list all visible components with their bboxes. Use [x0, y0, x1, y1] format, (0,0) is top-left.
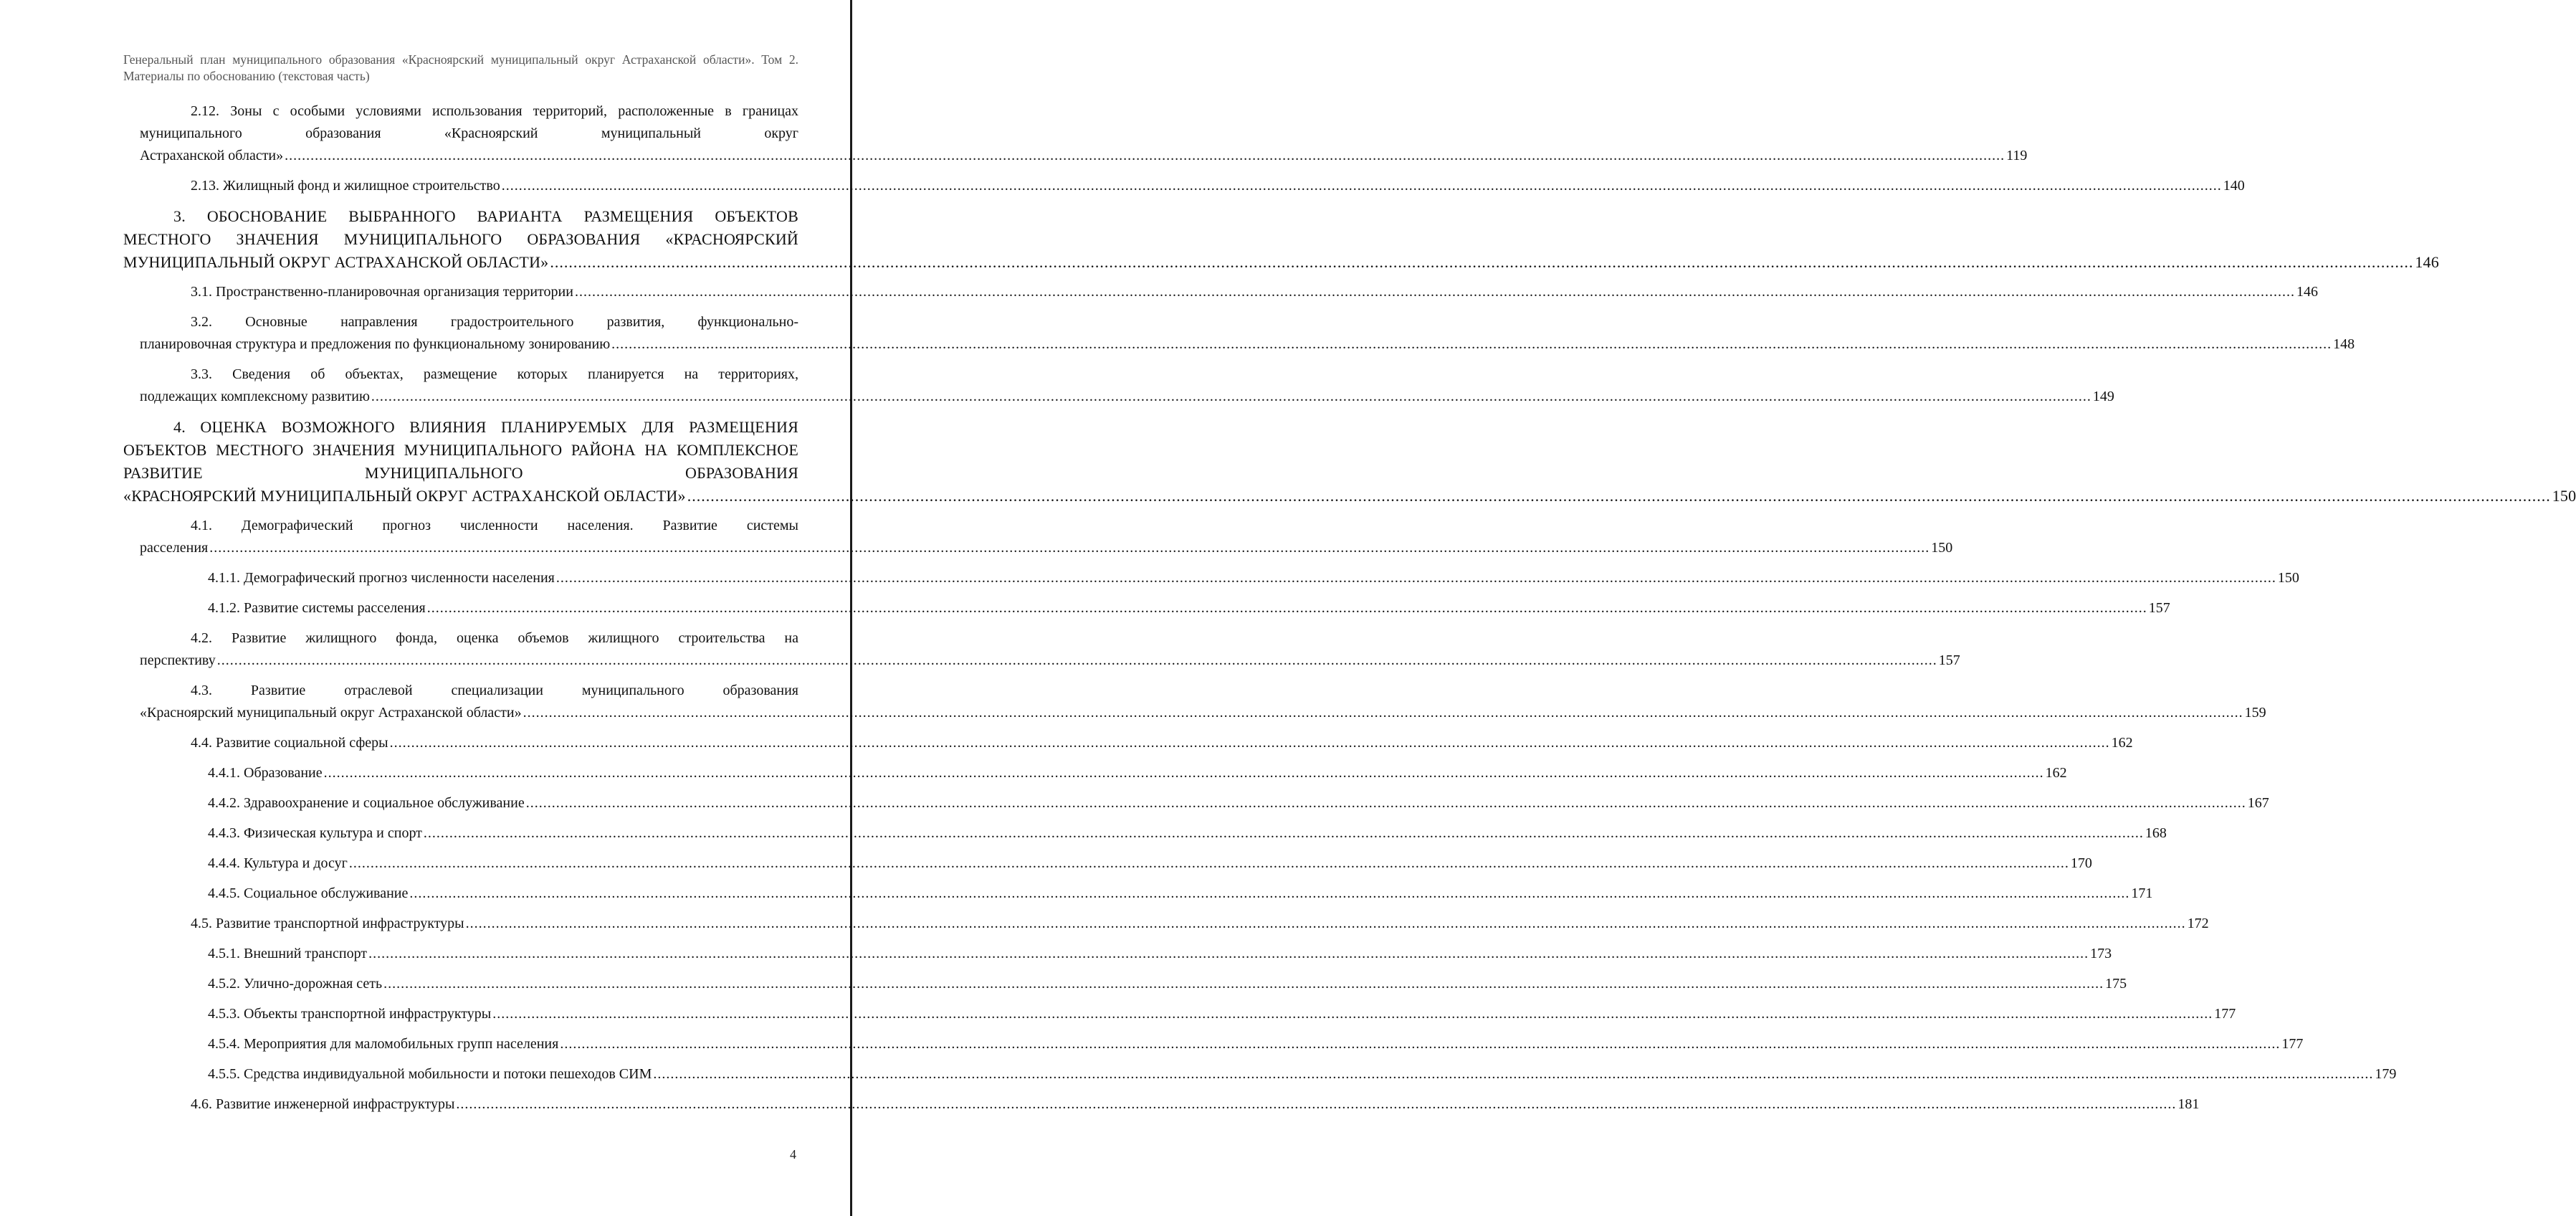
toc-entry[interactable]: [140, 822, 2167, 845]
toc-entry-page: 150: [2277, 570, 2299, 586]
toc-entry-page: 171: [2131, 885, 2153, 901]
toc-entry[interactable]: [123, 416, 2576, 508]
dot-leader: ................................................................................................................................................................................................................................................................................................................................................................................................................: [523, 705, 2243, 721]
toc-entry-page: 150: [1931, 540, 1953, 556]
toc-entry-lead-text: 4.1. Демографический прогноз численности населения. Развитие системы: [191, 518, 798, 533]
dot-leader: ................................................................................................................................................................................................................................................................................................................................................................................................................: [560, 1036, 2281, 1052]
toc-entry-page: 146: [2415, 253, 2439, 271]
toc-entry-title: МУНИЦИПАЛЬНЫЙ ОКРУГ АСТРАХАНСКОЙ ОБЛАСТИ»: [123, 253, 549, 271]
toc-entry-title: 2.13. Жилищный фонд и жилищное строительство: [191, 178, 500, 194]
toc-entry-title: 4.1.2. Развитие системы расселения: [208, 600, 426, 616]
toc-entry[interactable]: [140, 792, 2269, 814]
toc-entry[interactable]: [140, 567, 2299, 589]
dot-leader: ................................................................................................................................................................................................................................................................................................................................................................................................................: [285, 148, 2005, 163]
dot-leader: ................................................................................................................................................................................................................................................................................................................................................................................................................: [216, 652, 1937, 668]
toc-entry-page: 173: [2090, 946, 2112, 961]
toc-entry[interactable]: [140, 1033, 2304, 1055]
toc-entry-lead-text: 4.2. Развитие жилищного фонда, оценка объемов жилищного строительства на: [191, 630, 798, 646]
dot-leader: ................................................................................................................................................................................................................................................................................................................................................................................................................: [383, 976, 2104, 992]
toc-entry-page: 157: [2148, 600, 2170, 616]
toc-entry-title: Астраханской области»: [140, 148, 284, 163]
dot-leader: ................................................................................................................................................................................................................................................................................................................................................................................................................: [465, 916, 2186, 931]
dot-leader: ................................................................................................................................................................................................................................................................................................................................................................................................................: [653, 1066, 2374, 1082]
toc-entry-title: 4.6. Развитие инженерной инфраструктуры: [191, 1096, 455, 1112]
toc-entry[interactable]: [140, 1003, 2236, 1025]
toc-entry-title: 4.5. Развитие транспортной инфраструктуры: [191, 916, 464, 931]
toc-entry[interactable]: [140, 680, 2266, 724]
dot-leader: ................................................................................................................................................................................................................................................................................................................................................................................................................: [348, 855, 2069, 871]
toc-entry-page: 177: [2214, 1006, 2236, 1022]
toc-entry-page: 149: [2092, 389, 2114, 404]
toc-entry[interactable]: [140, 175, 2245, 197]
page-number: 4: [790, 1147, 796, 1162]
toc-entry[interactable]: [140, 943, 2112, 965]
dot-leader: ................................................................................................................................................................................................................................................................................................................................................................................................................: [574, 284, 2295, 300]
dot-leader: ................................................................................................................................................................................................................................................................................................................................................................................................................: [611, 336, 2332, 352]
toc-entry[interactable]: [140, 364, 2114, 408]
table-of-contents: [0, 100, 2576, 1124]
toc-entry[interactable]: [140, 1063, 2397, 1086]
toc-entry-title: 4.5.1. Внешний транспорт: [208, 946, 368, 961]
toc-entry-title: 4.4.1. Образование: [208, 765, 323, 781]
toc-entry[interactable]: [140, 100, 2028, 167]
toc-entry[interactable]: [123, 205, 2439, 274]
toc-entry[interactable]: [140, 281, 2318, 303]
toc-entry-page: 168: [2145, 825, 2167, 841]
dot-leader: ................................................................................................................................................................................................................................................................................................................................................................................................................: [409, 885, 2130, 901]
toc-entry-page: 162: [2111, 735, 2133, 751]
toc-entry-lead-text: 2.12. Зоны с особыми условиями использования территорий, расположенные в границах муниципального образования «Красноярский муниципальный округ: [140, 103, 798, 141]
toc-entry-title: 4.4.2. Здравоохранение и социальное обслуживание: [208, 795, 525, 811]
toc-entry-page: 181: [2177, 1096, 2200, 1112]
toc-entry-title: «Красноярский муниципальный округ Астраханской области»: [140, 705, 522, 721]
dot-leader: ................................................................................................................................................................................................................................................................................................................................................................................................................: [371, 389, 2091, 404]
toc-entry-lead-text: 3.3. Сведения об объектах, размещение которых планируется на территориях,: [191, 366, 798, 382]
toc-entry-page: 177: [2281, 1036, 2304, 1052]
toc-entry-title: 4.5.4. Мероприятия для маломобильных групп населения: [208, 1036, 559, 1052]
toc-entry[interactable]: [140, 1093, 2200, 1116]
dot-leader: ................................................................................................................................................................................................................................................................................................................................................................................................................: [456, 1096, 2177, 1112]
toc-entry[interactable]: [140, 311, 2355, 356]
toc-entry-page: 146: [2296, 284, 2318, 300]
toc-entry-page: 162: [2045, 765, 2067, 781]
toc-entry-title: 4.4. Развитие социальной сферы: [191, 735, 388, 751]
dot-leader: ................................................................................................................................................................................................................................................................................................................................................................................................................: [501, 178, 2222, 194]
dot-leader: ................................................................................................................................................................................................................................................................................................................................................................................................................: [492, 1006, 2213, 1022]
dot-leader: ................................................................................................................................................................................................................................................................................................................................................................................................................: [209, 540, 1930, 556]
toc-entry-page: 148: [2333, 336, 2355, 352]
dot-leader: ................................................................................................................................................................................................................................................................................................................................................................................................................: [550, 253, 2414, 271]
toc-entry-title: 4.1.1. Демографический прогноз численности населения: [208, 570, 555, 586]
toc-entry[interactable]: [140, 732, 2133, 754]
dot-leader: ................................................................................................................................................................................................................................................................................................................................................................................................................: [368, 946, 2089, 961]
toc-entry-page: 167: [2247, 795, 2269, 811]
toc-entry-title: 4.5.2. Улично-дорожная сеть: [208, 976, 383, 992]
toc-entry-lead-text: 3. ОБОСНОВАНИЕ ВЫБРАННОГО ВАРИАНТА РАЗМЕЩЕНИЯ ОБЪЕКТОВ МЕСТНОГО ЗНАЧЕНИЯ МУНИЦИПАЛЬНОГО ОБРАЗОВАНИЯ «КРАСНОЯРСКИЙ: [123, 207, 798, 248]
dot-leader: ................................................................................................................................................................................................................................................................................................................................................................................................................: [555, 570, 2276, 586]
dot-leader: ................................................................................................................................................................................................................................................................................................................................................................................................................: [323, 765, 2044, 781]
toc-entry[interactable]: [140, 515, 1953, 559]
toc-entry-title: подлежащих комплексному развитию: [140, 389, 370, 404]
toc-entry-title: 4.5.5. Средства индивидуальной мобильности и потоки пешеходов СИМ: [208, 1066, 652, 1082]
toc-entry-page: 119: [2006, 148, 2028, 163]
toc-entry-title: планировочная структура и предложения по функциональному зонированию: [140, 336, 611, 352]
toc-entry-title: расселения: [140, 540, 209, 556]
toc-entry-title: 4.4.5. Социальное обслуживание: [208, 885, 409, 901]
dot-leader: ................................................................................................................................................................................................................................................................................................................................................................................................................: [389, 735, 2110, 751]
toc-entry-page: 170: [2070, 855, 2092, 871]
running-header: Генеральный план муниципального образования «Красноярский муниципальный округ Астраханской области». Том 2. Материалы по обоснованию (текстовая часть): [123, 52, 798, 83]
toc-entry-page: 159: [2244, 705, 2266, 721]
dot-leader: ................................................................................................................................................................................................................................................................................................................................................................................................................: [525, 795, 2246, 811]
toc-entry-page: 140: [2223, 178, 2245, 194]
toc-entry-page: 150: [2552, 487, 2576, 505]
toc-entry-page: 175: [2105, 976, 2127, 992]
toc-entry-page: 179: [2375, 1066, 2397, 1082]
toc-entry[interactable]: [140, 913, 2209, 935]
toc-entry-lead-text: 4.3. Развитие отраслевой специализации муниципального образования: [191, 683, 798, 698]
toc-entry-title: 4.4.3. Физическая культура и спорт: [208, 825, 422, 841]
toc-entry-title: перспективу: [140, 652, 216, 668]
toc-entry-lead-text: 4. ОЦЕНКА ВОЗМОЖНОГО ВЛИЯНИЯ ПЛАНИРУЕМЫХ ДЛЯ РАЗМЕЩЕНИЯ ОБЪЕКТОВ МЕСТНОГО ЗНАЧЕНИЯ МУНИЦИПАЛЬНОГО РАЙОНА НА КОМПЛЕКСНОЕ РАЗВИТИЕ МУНИЦИПАЛЬНОГО ОБРАЗОВАНИЯ: [123, 418, 798, 482]
toc-entry[interactable]: [140, 973, 2127, 995]
toc-entry-title: 3.1. Пространственно-планировочная организация территории: [191, 284, 573, 300]
toc-entry-title: «КРАСНОЯРСКИЙ МУНИЦИПАЛЬНЫЙ ОКРУГ АСТРАХАНСКОЙ ОБЛАСТИ»: [123, 487, 686, 505]
dot-leader: ................................................................................................................................................................................................................................................................................................................................................................................................................: [423, 825, 2144, 841]
toc-entry[interactable]: [140, 762, 2067, 784]
toc-entry-lead-text: 3.2. Основные направления градостроительного развития, функционально-: [191, 314, 798, 330]
toc-entry-page: 157: [1938, 652, 1960, 668]
toc-entry[interactable]: [140, 627, 1960, 672]
dot-leader: ................................................................................................................................................................................................................................................................................................................................................................................................................: [426, 600, 2147, 616]
toc-entry[interactable]: [140, 852, 2092, 875]
toc-entry[interactable]: [140, 597, 2170, 619]
toc-entry-title: 4.4.4. Культура и досуг: [208, 855, 348, 871]
dot-leader: ................................................................................................................................................................................................................................................................................................................................................................................................................: [687, 487, 2551, 505]
toc-entry[interactable]: [140, 883, 2153, 905]
toc-entry-title: 4.5.3. Объекты транспортной инфраструктуры: [208, 1006, 492, 1022]
toc-entry-page: 172: [2187, 916, 2209, 931]
